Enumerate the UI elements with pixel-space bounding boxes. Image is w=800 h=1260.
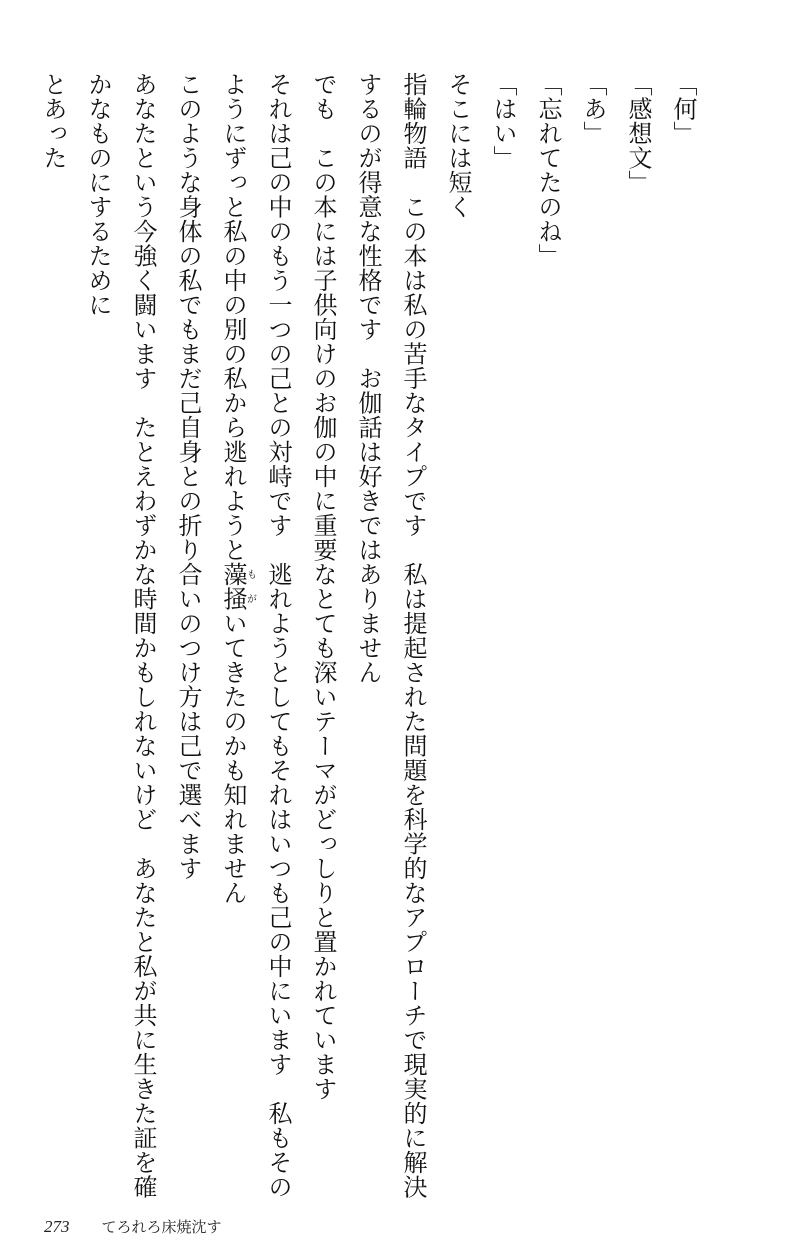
text-segment: いてきたのかも知れません	[219, 611, 247, 905]
vertical-text-body	[30, 72, 705, 1199]
text-line: 「はい」	[489, 72, 517, 170]
text-line: 「あ」	[579, 72, 607, 146]
text-line: でも この本には子供向けのお伽の中に重要なとても深いテーマがどっしりと置かれています	[309, 72, 337, 1101]
page-footer	[44, 1216, 222, 1237]
text-line: それは己の中のもう一つの己との対峙です 逃れようとしてもそれはいつも己の中にいます 私もその	[264, 72, 292, 1199]
text-line: とあった	[39, 72, 67, 170]
book-title: てろれろ床焼沈す	[101, 1218, 222, 1236]
text-segment: ようにずっと私の中の別の私から逃れようと	[219, 72, 247, 562]
page-number: 273	[44, 1217, 70, 1236]
text-line: 「忘れてたのね」	[534, 72, 562, 268]
text-line: このような身体の私でもまだ己自身との折り合いのつけ方は己で選べます	[174, 72, 202, 881]
ruby-reading: もが	[244, 562, 256, 611]
text-line-with-ruby	[210, 72, 255, 1182]
text-line: 指輪物語 この本は私の苦手なタイプです 私は提起された問題を科学的なアプローチで現実的に解決	[399, 72, 427, 1199]
ruby-word	[219, 562, 256, 611]
text-line: 「感想文」	[624, 72, 652, 195]
text-line: そこには短く	[444, 72, 472, 219]
text-line: するのが得意な性格です お伽話は好きではありません	[354, 72, 382, 685]
text-line: かなものにするために	[84, 72, 112, 317]
text-line: 「何」	[669, 72, 697, 146]
text-line: あなたという今強く闘います たとえわずかな時間かもしれないけど あなたと私が共に生きた証を確	[129, 72, 157, 1199]
ruby-base: 藻掻	[219, 562, 247, 611]
